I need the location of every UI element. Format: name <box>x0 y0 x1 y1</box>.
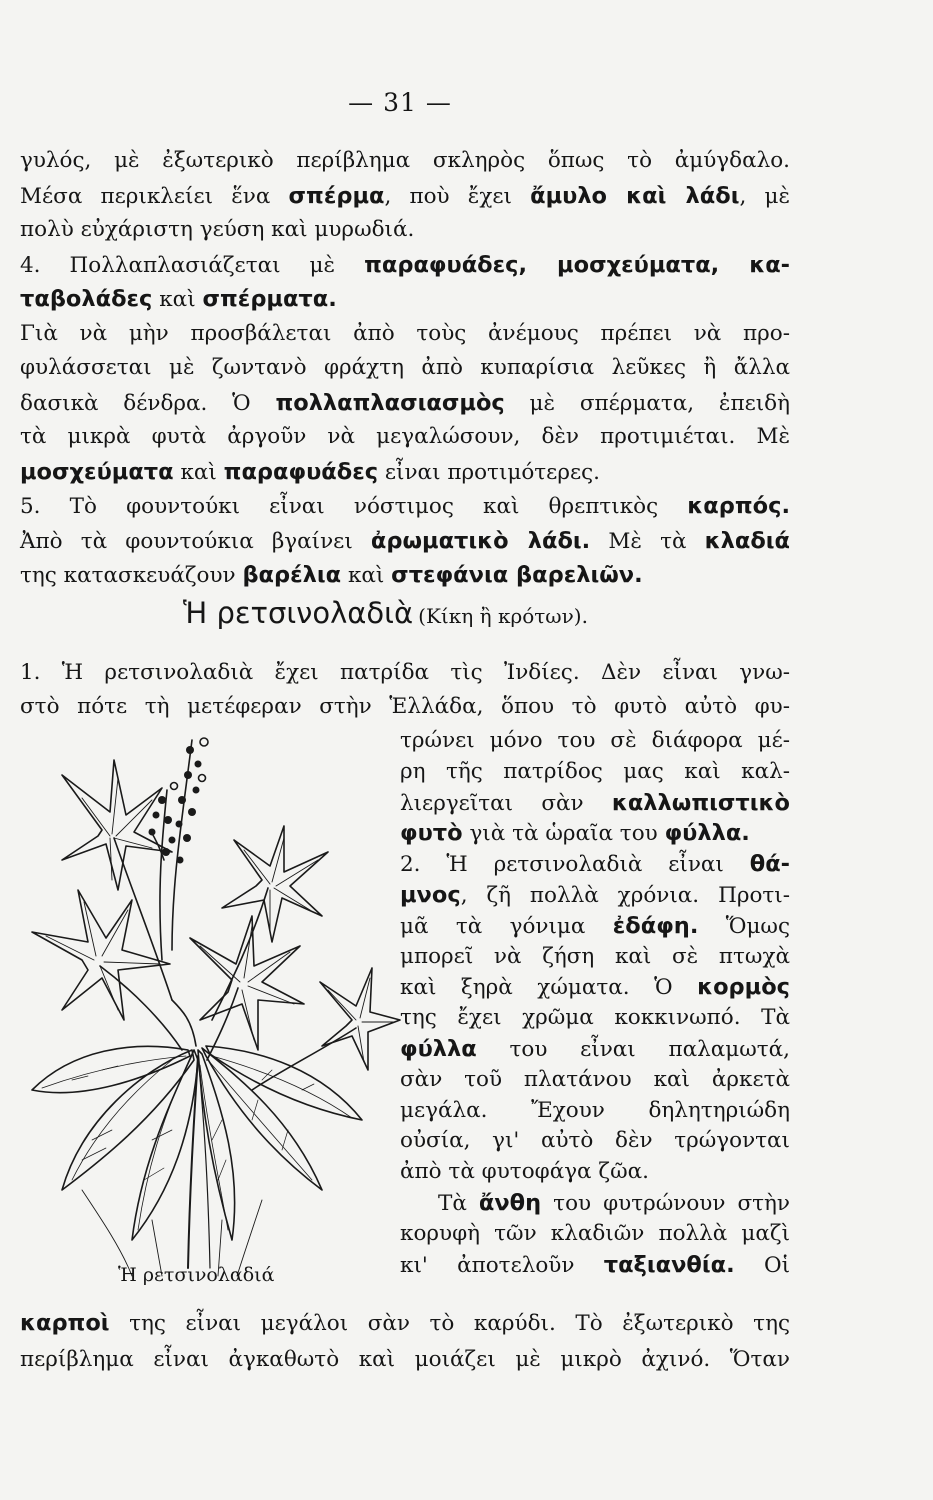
text-line <box>20 320 790 346</box>
text-line <box>20 219 790 241</box>
text-line <box>20 1349 790 1371</box>
text-line <box>20 251 790 278</box>
emphasized-text: φύλλα. <box>664 820 750 847</box>
emphasized-text: φύλλα <box>400 1036 477 1062</box>
emphasized-text: ἐδάφη. <box>612 912 699 939</box>
text-segment: , μὲ <box>739 183 790 209</box>
text-segment: 4. Πολλαπλασιάζεται μὲ <box>20 252 365 278</box>
text-line <box>400 1161 790 1183</box>
text-line <box>20 150 790 172</box>
text-segment: της εἶναι μεγάλοι σὰν τὸ καρύδι. Τὸ ἐξωτερικὸ της <box>109 1311 790 1336</box>
text-segment: , ποὺ ἔχει <box>384 183 531 209</box>
text-segment: Οἱ <box>734 1252 790 1278</box>
text-segment: του φυτρώνουν στὴν <box>541 1191 790 1216</box>
text-line <box>20 288 790 311</box>
text-line <box>20 696 790 718</box>
text-segment: ρη τῆς πατρίδος μας καὶ καλ- <box>400 758 790 784</box>
text-segment: Γιὰ νὰ μὴν προσβάλεται ἀπὸ τοὺς ἀνέμους πρέπει νὰ προ- <box>20 320 790 346</box>
text-segment: τὰ μικρὰ φυτὰ ἀργοῦν νὰ μεγαλώσουν, δὲν προτιμιέται. Μὲ <box>20 424 790 449</box>
heading-subtitle: (Κίκη ἢ κρότων). <box>418 604 588 628</box>
text-segment: καὶ <box>152 287 203 312</box>
heading-title: Ἡ ρετσινολαδιὰ <box>183 596 414 630</box>
emphasized-text: πολλαπλασιασμὸς <box>275 389 505 416</box>
emphasized-text: στεφάνια βαρελιῶν. <box>391 562 643 588</box>
text-line <box>400 943 790 969</box>
text-segment: περίβλημα εἶναι ἀγκαθωτὸ καὶ μοιάζει μὲ μικρὸ ἀχινό. Ὅταν <box>20 1347 790 1372</box>
text-line <box>400 1038 790 1061</box>
text-line <box>20 426 790 448</box>
emphasized-text: μοσχεύματα <box>20 458 174 485</box>
text-segment: λιεργεῖται σὰν <box>400 790 612 816</box>
text-segment: Μὲ τὰ <box>590 528 705 554</box>
text-line <box>400 1066 790 1092</box>
emphasized-text: μνος <box>400 882 461 908</box>
emphasized-text: ἄμυλο καὶ λάδι <box>530 182 740 209</box>
text-segment: γιὰ τὰ ὡραῖα του <box>462 821 665 847</box>
text-segment: Μέσα περικλείει ἕνα <box>20 183 289 209</box>
text-segment: , ζῆ πολλὰ χρόνια. Προτι- <box>460 883 790 908</box>
text-segment: στὸ πότε τὴ μετέφεραν στὴν Ἑλλάδα, ὅπου τὸ φυτὸ αὐτὸ φυ- <box>20 694 790 719</box>
text-line <box>400 1007 790 1029</box>
text-line <box>20 458 790 485</box>
text-segment: τρώνει μόνο του σὲ διάφορα μέ- <box>400 728 790 753</box>
text-line <box>20 389 790 416</box>
emphasized-text: κλαδιά <box>704 527 791 554</box>
text-segment: μπορεῖ νὰ ζήση καὶ σὲ πτωχὰ <box>400 943 790 969</box>
emphasized-text: θά- <box>749 851 790 878</box>
section-heading <box>183 596 588 630</box>
text-line <box>400 758 790 784</box>
figure-caption: Ἡ ρετσινολαδιά <box>118 1264 275 1286</box>
text-segment: Ὅμως <box>698 913 790 939</box>
text-segment: Ἀπὸ τὰ φουντούκια βγαίνει <box>20 528 371 554</box>
text-line <box>20 1312 790 1335</box>
text-line <box>20 662 790 684</box>
text-line <box>400 1192 790 1215</box>
text-line <box>20 182 790 209</box>
emphasized-text: βαρέλια <box>242 562 342 588</box>
text-segment: καὶ <box>173 459 224 485</box>
emphasized-text: παραφυάδες, μοσχεύματα, κα- <box>364 251 790 278</box>
text-segment: εἶναι προτιμότερες. <box>378 459 600 485</box>
text-line <box>400 853 790 876</box>
text-line <box>400 1251 790 1278</box>
text-segment: οὐσία, γι' αὐτὸ δὲν τρώγονται <box>400 1128 790 1154</box>
text-segment: γυλός, μὲ ἐξωτερικὸ περίβλημα σκληρὸς ὅπως τὸ ἀμύγδαλο. <box>20 148 790 173</box>
emphasized-text: καλλωπιστικὸ <box>611 789 790 816</box>
emphasized-text: ταξιανθία. <box>603 1251 735 1278</box>
text-line <box>400 1130 790 1152</box>
text-segment: μεγάλα. Ἔχουν δηλητηριώδη <box>400 1097 790 1123</box>
emphasized-text: ἄνθη <box>478 1190 542 1216</box>
text-segment: ἀπὸ τὰ φυτοφάγα ζῶα. <box>400 1159 649 1185</box>
text-line <box>20 495 790 518</box>
text-segment: κι' ἀποτελοῦν <box>400 1252 604 1278</box>
emphasized-text: παραφυάδες <box>223 458 379 485</box>
text-segment: καὶ ξηρὰ χώματα. Ὁ <box>400 975 698 1001</box>
text-segment: δασικὰ δένδρα. Ὁ <box>20 390 276 416</box>
text-segment: Τὰ <box>438 1191 479 1216</box>
text-segment: καὶ <box>341 563 392 588</box>
emphasized-text: καρποὶ <box>20 1310 110 1336</box>
text-segment: της κατασκευάζουν <box>20 563 243 588</box>
text-line <box>20 357 790 379</box>
page-number: — 31 — <box>348 88 452 117</box>
text-line <box>400 789 790 816</box>
text-line <box>400 884 790 907</box>
text-line <box>400 822 790 845</box>
text-line <box>400 1220 790 1246</box>
text-line <box>20 527 791 554</box>
text-line <box>20 564 790 587</box>
text-segment: κορυφὴ τῶν κλαδιῶν πολλὰ μαζὶ <box>400 1220 790 1246</box>
castor-plant-illustration <box>22 720 402 1280</box>
emphasized-text: σπέρμα <box>288 182 385 209</box>
text-segment: της ἔχει χρῶμα κοκκινωπό. Τὰ <box>400 1005 790 1031</box>
text-segment: 2. Ἡ ρετσινολαδιὰ εἶναι <box>400 852 750 878</box>
text-segment: μὲ σπέρματα, ἐπειδὴ <box>504 390 790 416</box>
emphasized-text: φυτὸ <box>400 820 463 847</box>
emphasized-text: ἀρωματικὸ λάδι. <box>370 527 591 554</box>
text-segment: πολὺ εὐχάριστη γεύση καὶ μυρωδιά. <box>20 217 415 242</box>
emphasized-text: κορμὸς <box>697 974 790 1001</box>
emphasized-text: καρπός. <box>687 493 790 519</box>
text-segment: σὰν τοῦ πλατάνου καὶ ἀρκετὰ <box>400 1066 790 1092</box>
text-segment: φυλάσσεται μὲ ζωντανὸ φράχτη ἀπὸ κυπαρίσια λεῦκες ἢ ἄλλα <box>20 355 790 380</box>
text-segment: του εἶναι παλαμωτά, <box>476 1037 790 1062</box>
text-line <box>400 1097 790 1123</box>
text-segment: μᾶ τὰ γόνιμα <box>400 913 613 939</box>
text-line <box>400 976 790 999</box>
emphasized-text: σπέρματα. <box>202 286 337 312</box>
emphasized-text: ταβολάδες <box>20 286 153 312</box>
text-line <box>400 730 790 752</box>
text-segment: 5. Τὸ φουντούκι εἶναι νόστιμος καὶ θρεπτικὸς <box>20 494 688 519</box>
text-line <box>400 912 790 939</box>
text-segment: 1. Ἡ ρετσινολαδιὰ ἔχει πατρίδα τὶς Ἰνδίες. Δὲν εἶναι γνω- <box>20 660 790 685</box>
